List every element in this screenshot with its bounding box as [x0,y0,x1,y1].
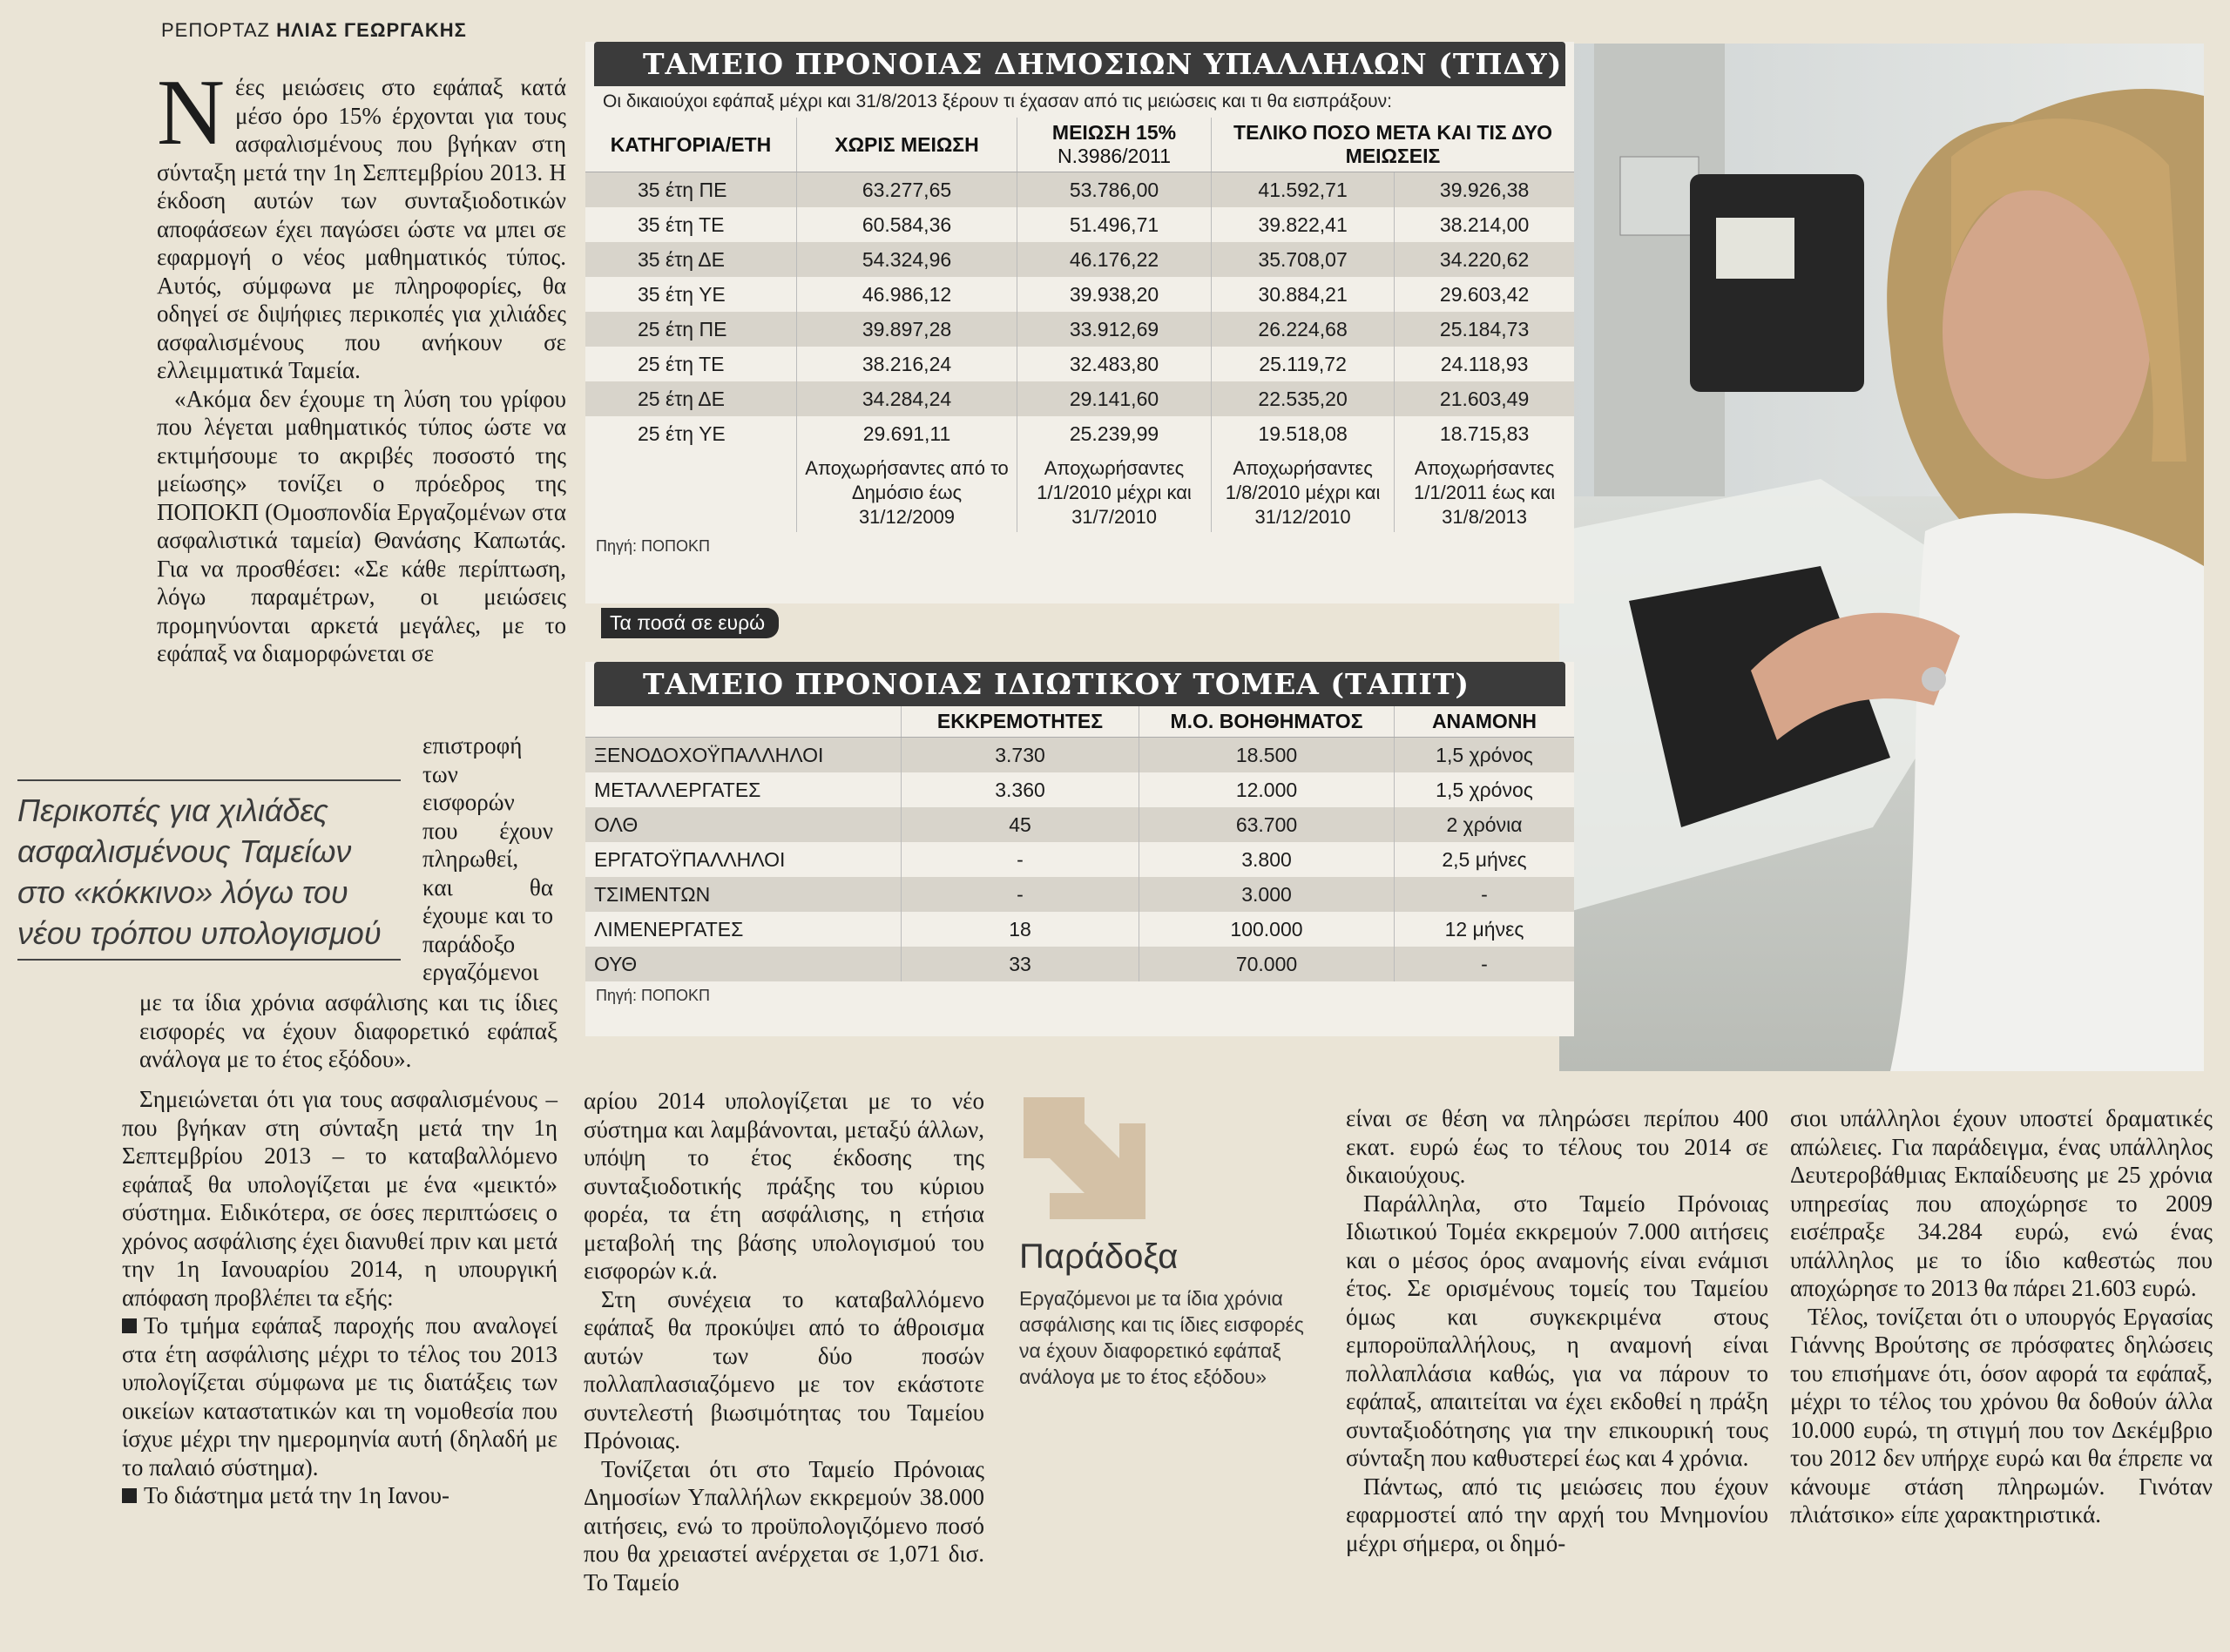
dropcap: Ν [157,61,225,165]
table-cell: 35 έτη ΥΕ [585,277,797,312]
table-cell: 33.912,69 [1017,312,1212,347]
table-cell: 34.284,24 [797,381,1017,416]
table-cell: 26.224,68 [1212,312,1395,347]
lead-narrow-text: επιστροφή των εισφορών που έχουν πληρωθεί, και θα έχουμε και το παράδοξο εργαζόμενοι [422,732,553,985]
bullet-square-icon [122,1318,137,1333]
table-tpdy-title: ΤΑΜΕΙΟ ΠΡΟΝΟΙΑΣ ΔΗΜΟΣΙΩΝ ΥΠΑΛΛΗΛΩΝ (ΤΠΔΥ) [594,42,1565,86]
table-cell: 3.730 [902,738,1139,773]
table-cell: 33 [902,947,1139,981]
table-header-row [585,118,1574,172]
header-empty [585,706,902,738]
table-cell: 45 [902,807,1139,842]
table-cell: 21.603,49 [1395,381,1574,416]
col3-paragraph-3: Πάντως, από τις μειώσεις που έχουν εφαρμοστεί από την αρχή του Μνημονίου μέχρι σήμερα, οι δημό- [1346,1473,1768,1556]
table-cell: 29.141,60 [1017,381,1212,416]
table-row [585,772,1574,807]
table-cell: ΤΣΙΜΕΝΤΩΝ [585,877,902,912]
table-cell: 18.500 [1139,738,1395,773]
table-cell: 22.535,20 [1212,381,1395,416]
column-3 [1346,1104,1768,1557]
table-tpdy-subtitle: Οι δικαιούχοι εφάπαξ μέχρι και 31/8/2013 ξέρουν τι έχασαν από τις μειώσεις και τι θα εισπράξουν: [603,91,1392,111]
footer-cell: Αποχωρήσαντες 1/1/2011 έως και 31/8/2013 [1395,451,1574,532]
table-row [585,947,1574,981]
table-row [585,277,1574,312]
footer-cell: Αποχωρήσαντες 1/1/2010 μέχρι και 31/7/2010 [1017,451,1212,532]
table-cell: ΜΕΤΑΛΛΕΡΓΑΤΕΣ [585,772,902,807]
table-cell: 3.360 [902,772,1139,807]
table-cell: 25 έτη ΤΕ [585,347,797,381]
table-tapit-title: ΤΑΜΕΙΟ ΠΡΟΝΟΙΑΣ ΙΔΙΩΤΙΚΟΥ ΤΟΜΕΑ (ΤΑΠΙΤ) [594,662,1565,706]
table-cell: ΟΛΘ [585,807,902,842]
header-final: ΤΕΛΙΚΟ ΠΟΣΟ ΜΕΤΑ ΚΑΙ ΤΙΣ ΔΥΟ ΜΕΙΩΣΕΙΣ [1212,118,1575,172]
table-cell: 41.592,71 [1212,172,1395,208]
table-row [585,207,1574,242]
table-cell: 12.000 [1139,772,1395,807]
table-cell: 35 έτη ΠΕ [585,172,797,208]
table-cell: 24.118,93 [1440,352,1529,375]
header-reduction-label: ΜΕΙΩΣΗ 15% [1051,121,1177,144]
table-cell: 70.000 [1139,947,1395,981]
header-reduction [1017,118,1212,172]
column-4 [1790,1104,2213,1529]
byline [161,19,467,42]
table-cell: 12 μήνες [1444,917,1524,941]
table-cell: 25.184,73 [1395,312,1574,347]
office-worker-photo [1559,44,2204,1071]
table-cell: 2,5 μήνες [1442,847,1527,871]
table-tpdy-body [585,172,1574,452]
table-cell: - [902,877,1139,912]
table-cell: 35.708,07 [1212,242,1395,277]
col4-paragraph-2: Τέλος, τονίζεται ότι ο υπουργός Εργασίας Γιάννης Βρούτσης σε πρόσφατες δηλώσεις του επισήμανε ότι, όσον αφορά τα εφάπαξ, μέχρι το τέλος του χρόνου θα δοθούν άλλα 10.000 ευρώ, τη στιγμή που τον Δεκέμβριο του 2012 δεν υπήρχε ευρώ και θα έπρεπε να κάνουμε στάση πληρωμών. Γινόταν πλιάτσικο» είπε χαρακτηριστικά. [1790,1303,2213,1527]
table-cell: ΕΡΓΑΤΟΫΠΑΛΛΗΛΟΙ [585,842,902,877]
table-row [585,877,1574,912]
table-cell: 19.518,08 [1212,416,1395,451]
footer-empty [585,451,797,532]
col2-paragraph-3: Τονίζεται ότι στο Ταμείο Πρόνοιας Δημοσίων Υπαλλήλων εκκρεμούν 38.000 αιτήσεις, ενώ το προϋπολογιζόμενο ποσό που θα χρειαστεί ανέρχεται σε 1,071 δισ. Το Ταμείο [584,1455,984,1595]
table-cell: 1,5 χρόνος [1436,778,1533,801]
table-cell: 54.324,96 [797,242,1017,277]
table-footer-row [585,451,1574,532]
table-cell: 30.884,21 [1212,277,1395,312]
pullquote: Περικοπές για χιλιάδες ασφαλισμένους Ταμείων στο «κόκκινο» λόγω του νέου τρόπου υπολογισμού [17,779,401,961]
sidebar-text: Εργαζόμενοι με τα ίδια χρόνια ασφάλισης και τις ίδιες εισφορές να έχουν διαφορετικό εφάπαξ ανάλογα με το έτος εξόδου» [1019,1287,1304,1388]
footer-cell: Αποχωρήσαντες από το Δημόσιο έως 31/12/2009 [797,451,1017,532]
table-cell: 60.584,36 [797,207,1017,242]
lead-column [157,61,566,668]
table-cell: 29.691,11 [797,416,1017,451]
table-cell: 38.214,00 [1439,212,1530,236]
table-cell: 39.822,41 [1212,207,1395,242]
column-2 [584,1087,984,1596]
col3-paragraph-2: Παράλληλα, στο Ταμείο Πρόνοιας Ιδιωτικού Τομέα εκκρεμούν 7.000 αιτήσεις και ο μέσος όρος αναμονής είναι ενάμισι έτος. Σε ορισμένους τομείς του Ταμείου όμως και συγκεκριμένα στους εμποροϋπαλλήλους, η αναμονή είναι πολλαπλάσια καθώς, για να πάρουν το εφάπαξ, απαιτείται να έχει εκδοθεί η πράξη συνταξιοδότησης για την επικουρική τους σύνταξη που καθυστερεί έως και 4 χρόνια. [1346,1190,1768,1471]
footer-cell: Αποχωρήσαντες 1/8/2010 μέχρι και 31/12/2010 [1212,451,1395,532]
lead-paragraph-2: «Ακόμα δεν έχουμε τη λύση του γρίφου που λέγεται μαθηματικός τύπος ώστε να εκτιμήσουμε το ακριβές ποσοστό της μείωσης» τονίζει ο πρόεδρος της ΠΟΠΟΚΠ (Ομοσπονδία Εργαζομένων στα ασφαλιστικά ταμεία) Θανάσης Καπωτάς. Για να προσθέσει: «Σε κάθε περίπτωση, λόγω παραμέτρων, οι μειώσεις προμηνύονται αρκετά μεγάλες, με το εφάπαξ να διαμορφώνεται σε [157,385,566,666]
col3-paragraph-1: είναι σε θέση να πληρώσει περίπου 400 εκατ. ευρώ έως το τέλους του 2014 σε δικαιούχους. [1346,1105,1768,1188]
table-row [585,807,1574,842]
lead-column-lower [122,1085,558,1510]
table-cell: 63.277,65 [797,172,1017,208]
col2-paragraph-1: αρίου 2014 υπολογίζεται με το νέο σύστημα και λαμβάνονται, μεταξύ άλλων, υπόψη το έτος έκδοσης της συνταξιοδοτικής πράξης του κύριου φορέα, τα έτη ασφάλισης, η ετήσια μεταβολή της βάσης υπολογισμού του εισφορών κ.ά. [584,1088,984,1284]
table-cell: 25 έτη ΠΕ [585,312,797,347]
bullet-1-text: Το τμήμα εφάπαξ παροχής που αναλογεί στα έτη ασφάλισης μέχρι το τέλος του 2013 υπολογίζεται σύμφωνα με τις διατάξεις των οικείων καταστατικών και τη νομοθεσία που ίσχυε μέχρι την ημερομηνία αυτή (δηλαδή με το παλαιό σύστημα). [122,1312,558,1480]
table-tpdy-source: Πηγή: ΠΟΠΟΚΠ [596,537,711,555]
table-cell: 3.800 [1139,842,1395,877]
table-cell: 18.715,83 [1439,421,1530,445]
header-reduction-law: Ν.3986/2011 [1057,145,1171,167]
table-cell: 100.000 [1139,912,1395,947]
table-cell: 29.603,42 [1439,282,1530,306]
table-row [585,347,1574,381]
table-cell: 2 χρόνια [1395,807,1575,842]
table-cell: 18 [902,912,1139,947]
table-cell: 25 έτη ΥΕ [585,416,797,451]
table-tapit-body [585,738,1574,982]
table-cell: 25 έτη ΔΕ [585,381,797,416]
header-wait: ΑΝΑΜΟΝΗ [1395,706,1575,738]
euro-tag: Τα ποσά σε ευρώ [601,608,779,638]
lead-paragraph-3: με τα ίδια χρόνια ασφάλισης και τις ίδιες εισφορές να έχουν διαφορετικό εφάπαξ ανάλογα με το έτος εξόδου». [139,989,558,1072]
table-cell: 39.926,38 [1395,172,1574,208]
col2-paragraph-2: Στη συνέχεια το καταβαλλόμενο εφάπαξ θα προκύψει από το άθροισμα αυτών των δύο ποσών πολλαπλασιαζόμενο με τον εκάστοτε συντελεστή βιωσιμότητας του Ταμείου Πρόνοιας. [584,1285,984,1453]
table-row [585,912,1574,947]
bullet-1 [122,1311,558,1481]
table-row [585,172,1574,208]
header-category: ΚΑΤΗΓΟΡΙΑ/ΕΤΗ [585,118,797,172]
table-row [585,381,1574,416]
table-cell: ΞΕΝΟΔΟΧΟΫΠΑΛΛΗΛΟΙ [585,738,902,773]
table-cell: ΟΥΘ [585,947,902,981]
table-row [585,242,1574,277]
table-cell: 3.000 [1139,877,1395,912]
table-cell: 35 έτη ΤΕ [585,207,797,242]
sidebar-box [1019,1097,1324,1390]
table-tapit-source: Πηγή: ΠΟΠΟΚΠ [596,987,711,1004]
byline-author: ΗΛΙΑΣ ΓΕΩΡΓΑΚΗΣ [276,19,467,41]
table-row [585,842,1574,877]
bullet-2 [122,1481,558,1510]
header-average: Μ.Ο. ΒΟΗΘΗΜΑΤΟΣ [1139,706,1395,738]
table-cell: - [1395,877,1575,912]
bullet-square-icon [122,1488,137,1503]
table-tapit [585,662,1574,1036]
table-row [585,738,1574,773]
table-cell: 39.938,20 [1017,277,1212,312]
table-cell: 25.239,99 [1017,416,1212,451]
table-cell: 51.496,71 [1017,207,1212,242]
table-cell: - [1395,947,1575,981]
table-cell: 53.786,00 [1017,172,1212,208]
table-cell: 46.986,12 [797,277,1017,312]
table-cell: 34.220,62 [1395,242,1574,277]
lead-paragraph-4: Σημειώνεται ότι για τους ασφαλισμένους – που βγήκαν στη σύνταξη μετά την 1η Σεπτεμβρίου 2013 – το καταβαλλόμενο εφάπαξ θα υπολογίζεται με ένα «μεικτό» σύστημα. Ειδικότερα, σε όσες περιπτώσεις ο χρόνος ασφάλισης έχει διανυθεί πριν και μετά την 1η Ιανουαρίου 2014, η υπουργική απόφαση προβλέπει τα εξής: [122,1086,558,1311]
table-cell: 35 έτη ΔΕ [585,242,797,277]
sidebar-title: Παράδοξα [1019,1237,1179,1276]
table-tpdy [585,42,1574,603]
byline-prefix: ΡΕΠΟΡΤΑΖ [161,19,270,41]
bullet-2-text: Το διάστημα μετά την 1η Ιανου- [144,1482,449,1508]
table-cell: - [902,842,1139,877]
table-tapit-grid [585,706,1574,981]
table-row [585,312,1574,347]
table-cell: 1,5 χρόνος [1395,738,1575,773]
table-header-row [585,706,1574,738]
table-tpdy-grid [585,118,1574,532]
table-cell: ΛΙΜΕΝΕΡΓΑΤΕΣ [585,912,902,947]
table-cell: 25.119,72 [1212,347,1395,381]
table-cell: 46.176,22 [1017,242,1212,277]
col4-paragraph-1: σιοι υπάλληλοι έχουν υποστεί δραματικές απώλειες. Για παράδειγμα, ένας υπάλληλος Δευτεροβάθμιας Εκπαίδευσης με 25 χρόνια υπηρεσίας που αποχώρησε το 2009 εισέπραξε 34.284 ευρώ, ενώ ένας υπάλληλος με το ίδιο καθεστώς που αποχώρησε το 2013 θα πάρει 21.603 ευρώ. [1790,1105,2213,1301]
table-cell: 32.483,80 [1017,347,1212,381]
table-cell: 39.897,28 [797,312,1017,347]
header-no-reduction: ΧΩΡΙΣ ΜΕΙΩΣΗ [797,118,1017,172]
arrow-down-right-icon [1024,1097,1145,1219]
lead-paragraph-1: έες μειώσεις στο εφάπαξ κατά μέσο όρο 15% έρχονται για τους ασφαλισμένους που βγήκαν στη σύνταξη μετά την 1η Σεπτεμβρίου 2013. Η έκδοση αυτών των συνταξιοδοτικών αποφάσεων έχει παγώσει ώστε να μπει σε εφαρμογή ο νέος μαθηματικός τύπος. Αυτός, σύμφωνα με πληροφορίες, θα οδηγεί σε διψήφιες περικοπές για χιλιάδες ασφαλισμένους που ανήκουν σε ελλειμματικά Ταμεία. [157,74,566,383]
table-cell: 63.700 [1139,807,1395,842]
table-row [585,416,1574,451]
table-cell: 38.216,24 [797,347,1017,381]
header-pending: ΕΚΚΡΕΜΟΤΗΤΕΣ [902,706,1139,738]
